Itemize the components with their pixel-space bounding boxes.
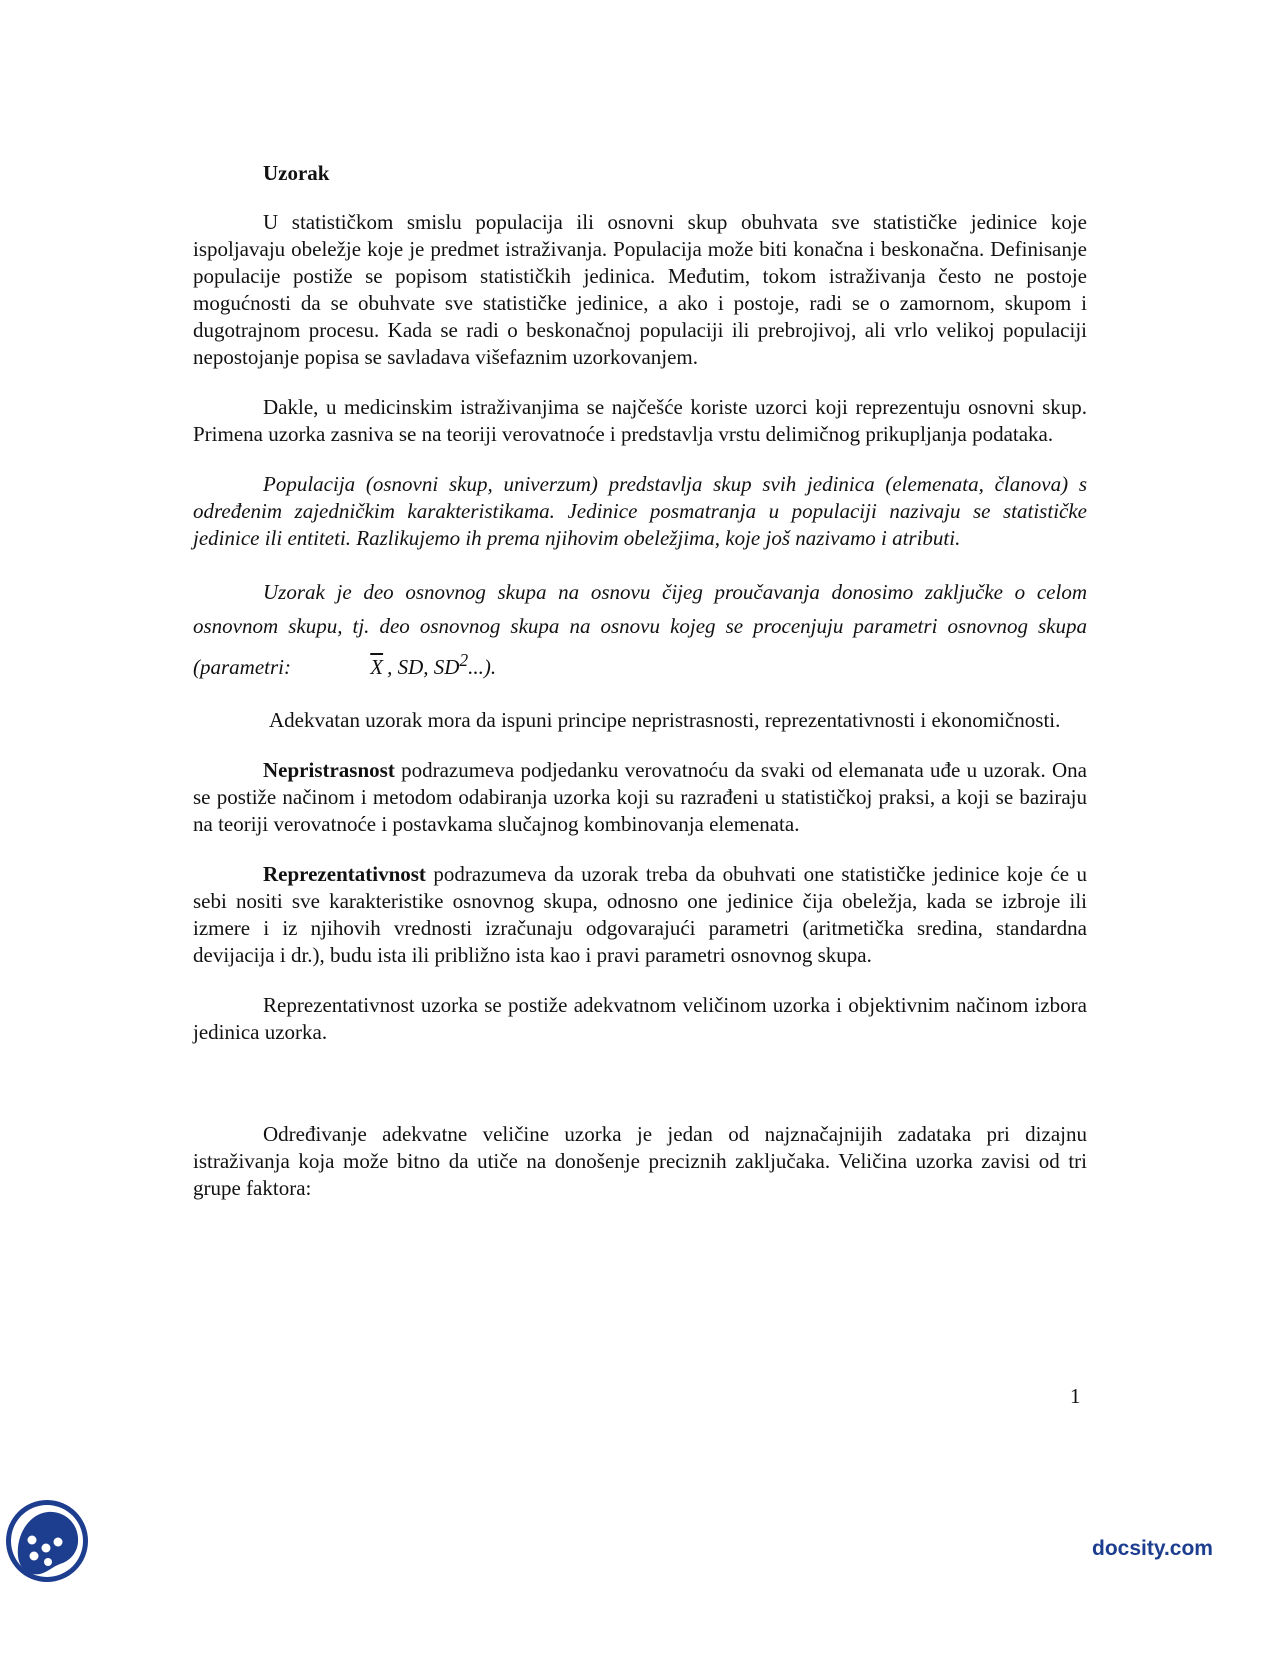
paragraph-population-definition: Populacija (osnovni skup, univerzum) predstavlja skup svih jedinica (elemenata, članova) s određenim zajedničkim karakteristikama. Jedinice posmatranja u populaciji nazivaju se statističke jedinice ili entiteti. Razlikujemo ih prema njihovim obeležjima, koje još nazivamo i atributi. — [193, 472, 1087, 550]
paragraph-sample-definition — [193, 575, 1087, 684]
paragraph-sample-size: Određivanje adekvatne veličine uzorka je jedan od najznačajnijih zadataka pri dizajnu istraživanja koja može bitno da utiče na donošenje preciznih zaključaka. Veličina uzorka zavisi od tri grupe faktora: — [193, 1122, 1087, 1200]
section-title: Uzorak — [263, 161, 330, 185]
term-unbiasedness: Nepristrasnost — [263, 758, 395, 782]
unbiasedness-text: podrazumeva podjedanku verovatnoću da svaki od elemanata uđe u uzorak. Ona se postiže načinom i metodom odabiranja uzorka koji su razrađeni u statističkoj praksi, a koji se baziraju na teoriji verovatnoće i postavkama slučajnog kombinovanja elemenata. — [193, 758, 1087, 836]
page-number: 1 — [1070, 1384, 1081, 1408]
document-body — [193, 160, 1087, 1225]
paragraph-adequate-sample: Adekvatan uzorak mora da ispuni principe nepristrasnosti, reprezentativnosti i ekonomičnosti. — [269, 708, 1061, 732]
parameter-list: , SD, SD — [387, 655, 460, 679]
paragraph-representativeness — [193, 861, 1087, 969]
paragraph-population: U statističkom smislu populacija ili osnovni skup obuhvata sve statističke jedinice koje ispoljavaju obeležje koje je predmet istraživanja. Populacija može biti konačna i beskonačna. Definisanje populacije postiže se popisom statističkih jedinica. Međutim, tokom istraživanja često ne postoje mogućnosti da se obuhvate sve statističke jedinice, a ako i postoje, radi se o zamornom, skupom i dugotrajnom procesu. Kada se radi o beskonačnoj populaciji ili prebrojivoj, ali vrlo velikoj populaciji nepostojanje popisa se savladava višefaznim uzorkovanjem. — [193, 210, 1087, 369]
spacer — [193, 1069, 1087, 1121]
representativeness-text: podrazumeva da uzorak treba da obuhvati one statističke jedinice koje će u sebi nositi sve karakteristike osnovnog skupa, odnosno one jedinice čija obeležja, kada se izbroje ili izmere i iz njihovih vrednosti izračunaju odgovarajući parametri (aritmetička sredina, standardna devijacija i dr.), budu ista ili približno ista kao i pravi parametri osnovnog skupa. — [193, 862, 1087, 967]
sample-definition-text: Uzorak je deo osnovnog skupa na osnovu čijeg proučavanja donosimo zaključke o celom osnovnom skupu, tj. deo osnovnog skupa na osnovu kojeg se procenjuju parametri osnovnog skupa (parametri: — [193, 580, 1087, 679]
parameter-list-end: ...). — [468, 655, 497, 679]
superscript: 2 — [459, 650, 469, 670]
paragraph-representativeness-achieved: Reprezentativnost uzorka se postiže adekvatnom veličinom uzorka i objektivnim načinom izbora jedinica uzorka. — [193, 993, 1087, 1044]
paragraph-unbiasedness — [193, 757, 1087, 838]
term-representativeness: Reprezentativnost — [263, 862, 426, 886]
docsity-logo-icon[interactable] — [4, 1498, 90, 1584]
docsity-link[interactable]: docsity.com — [1092, 1537, 1213, 1560]
paragraph-samples: Dakle, u medicinskim istraživanjima se najčešće koriste uzorci koji reprezentuju osnovni skup. Primena uzorka zasniva se na teoriji verovatnoće i predstavlja vrstu delimičnog prikupljanja podataka. — [193, 395, 1087, 446]
mean-symbol: $\overline{X}$ — [370, 655, 384, 679]
